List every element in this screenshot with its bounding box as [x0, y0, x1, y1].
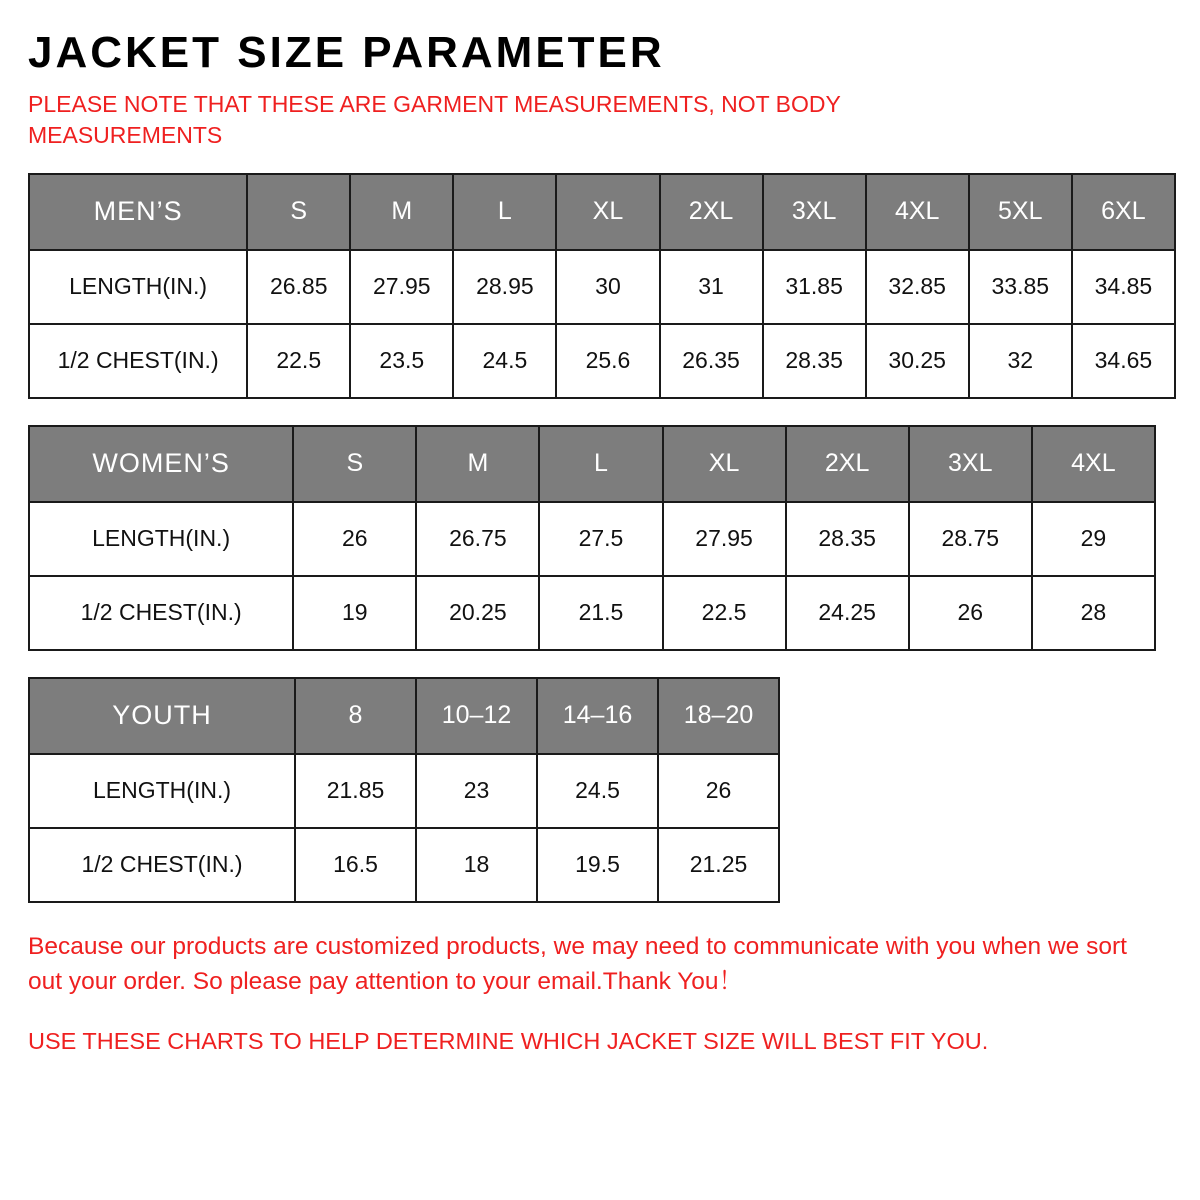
- cell: 31: [660, 250, 763, 324]
- table-row: [29, 754, 779, 828]
- cell: 27.95: [350, 250, 453, 324]
- mens-size-l: L: [453, 174, 556, 250]
- cell: 26.35: [660, 324, 763, 398]
- womens-size-s: S: [293, 426, 416, 502]
- mens-size-3xl: 3XL: [763, 174, 866, 250]
- cell: 32.85: [866, 250, 969, 324]
- cell: 28.35: [786, 502, 909, 576]
- womens-size-xl: XL: [663, 426, 786, 502]
- mens-header-label: MEN’S: [29, 174, 247, 250]
- womens-size-table: [28, 425, 1156, 651]
- cell: 30: [556, 250, 659, 324]
- cell: 28.95: [453, 250, 556, 324]
- cell: 19.5: [537, 828, 658, 902]
- table-header-row: [29, 426, 1155, 502]
- cell: 34.65: [1072, 324, 1175, 398]
- cell: 16.5: [295, 828, 416, 902]
- cell: 26.75: [416, 502, 539, 576]
- cell: 28.35: [763, 324, 866, 398]
- mens-size-table: [28, 173, 1176, 399]
- cell: 26: [658, 754, 779, 828]
- cell: 33.85: [969, 250, 1072, 324]
- cell: 24.5: [453, 324, 556, 398]
- table-row: [29, 576, 1155, 650]
- cell: 20.25: [416, 576, 539, 650]
- mens-size-6xl: 6XL: [1072, 174, 1175, 250]
- cell: 30.25: [866, 324, 969, 398]
- youth-row-label-length: LENGTH(IN.): [29, 754, 295, 828]
- youth-row-label-chest: 1/2 CHEST(IN.): [29, 828, 295, 902]
- table-header-row: [29, 678, 779, 754]
- table-row: [29, 324, 1175, 398]
- cell: 26: [909, 576, 1032, 650]
- cell: 21.25: [658, 828, 779, 902]
- womens-size-2xl: 2XL: [786, 426, 909, 502]
- cell: 22.5: [663, 576, 786, 650]
- cell: 29: [1032, 502, 1155, 576]
- womens-size-m: M: [416, 426, 539, 502]
- cell: 28: [1032, 576, 1155, 650]
- mens-row-label-chest: 1/2 CHEST(IN.): [29, 324, 247, 398]
- measurement-note: PLEASE NOTE THAT THESE ARE GARMENT MEASUREMENTS, NOT BODY MEASUREMENTS: [28, 90, 841, 148]
- cell: 24.5: [537, 754, 658, 828]
- cell: 31.85: [763, 250, 866, 324]
- cell: 19: [293, 576, 416, 650]
- mens-size-5xl: 5XL: [969, 174, 1072, 250]
- cell: 23.5: [350, 324, 453, 398]
- cell: 23: [416, 754, 537, 828]
- chart-usage-note: USE THESE CHARTS TO HELP DETERMINE WHICH JACKET SIZE WILL BEST FIT YOU.: [28, 1028, 989, 1055]
- table-row: [29, 828, 779, 902]
- table-row: [29, 502, 1155, 576]
- cell: 24.25: [786, 576, 909, 650]
- womens-size-4xl: 4XL: [1032, 426, 1155, 502]
- cell: 28.75: [909, 502, 1032, 576]
- youth-header-label: YOUTH: [29, 678, 295, 754]
- mens-size-s: S: [247, 174, 350, 250]
- table-header-row: [29, 174, 1175, 250]
- mens-size-m: M: [350, 174, 453, 250]
- cell: 22.5: [247, 324, 350, 398]
- page-title: JACKET SIZE PARAMETER: [28, 28, 665, 77]
- customization-note: Because our products are customized products, we may need to communicate with you when we sort out your order. So please pay attention to your email.Thank You！: [28, 932, 1127, 996]
- womens-header-label: WOMEN’S: [29, 426, 293, 502]
- womens-size-l: L: [539, 426, 662, 502]
- mens-row-label-length: LENGTH(IN.): [29, 250, 247, 324]
- mens-size-2xl: 2XL: [660, 174, 763, 250]
- cell: 34.85: [1072, 250, 1175, 324]
- youth-size-8: 8: [295, 678, 416, 754]
- cell: 21.5: [539, 576, 662, 650]
- womens-row-label-chest: 1/2 CHEST(IN.): [29, 576, 293, 650]
- cell: 27.5: [539, 502, 662, 576]
- womens-size-3xl: 3XL: [909, 426, 1032, 502]
- cell: 26.85: [247, 250, 350, 324]
- womens-row-label-length: LENGTH(IN.): [29, 502, 293, 576]
- mens-size-4xl: 4XL: [866, 174, 969, 250]
- cell: 18: [416, 828, 537, 902]
- cell: 21.85: [295, 754, 416, 828]
- cell: 25.6: [556, 324, 659, 398]
- table-row: [29, 250, 1175, 324]
- youth-size-10-12: 10–12: [416, 678, 537, 754]
- cell: 32: [969, 324, 1072, 398]
- cell: 27.95: [663, 502, 786, 576]
- cell: 26: [293, 502, 416, 576]
- mens-size-xl: XL: [556, 174, 659, 250]
- youth-size-table: [28, 677, 780, 903]
- youth-size-18-20: 18–20: [658, 678, 779, 754]
- youth-size-14-16: 14–16: [537, 678, 658, 754]
